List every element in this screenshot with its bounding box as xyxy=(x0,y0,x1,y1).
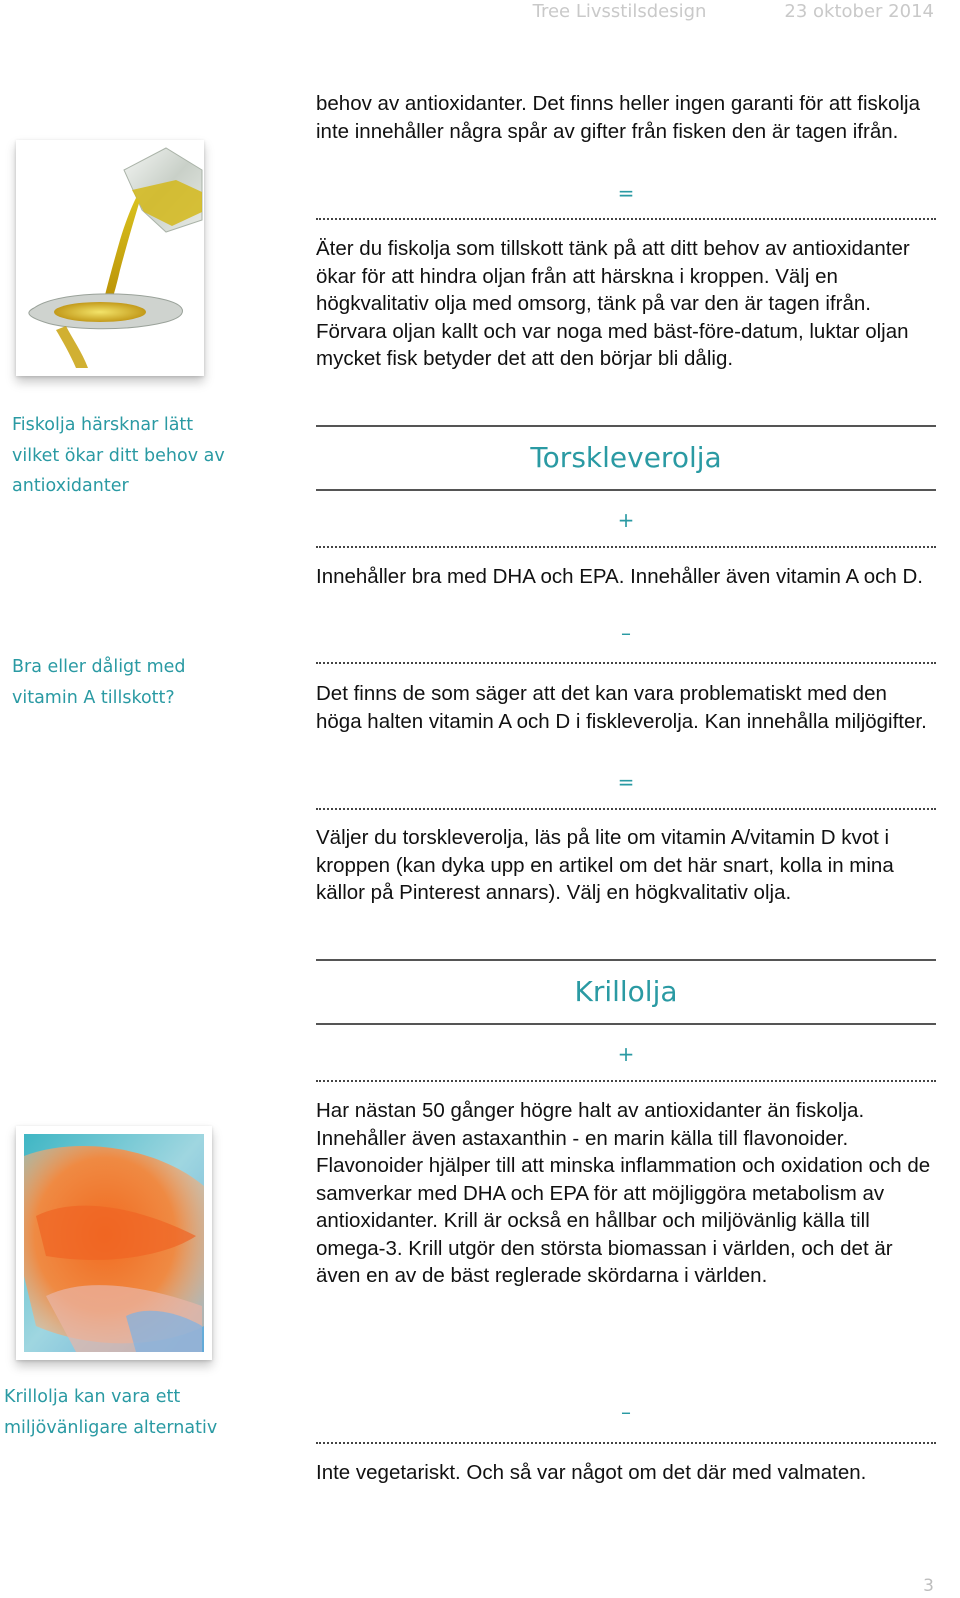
minus-symbol: – xyxy=(621,1400,631,1424)
torsk-plus-text: Innehåller bra med DHA och EPA. Innehåller även vitamin A och D. xyxy=(316,565,923,588)
book-title: Tree Livsstilsdesign xyxy=(532,1,707,22)
divider-dotted xyxy=(316,1080,936,1082)
section-rule-top xyxy=(316,425,936,427)
section-title-krillolja: Krillolja xyxy=(574,975,678,1008)
fiskolja-equal-text: Äter du fiskolja som tillskott tänk på att ditt behov av antioxidanter ökar för att hindra oljan från att härskna i kroppen. Välj en högkvalitativ olja med omsorg, tänk på var den är tagen ifrån. Förvara oljan kallt och var noga med bäst-före-datum, luktar oljan mycket fisk betyder det att den börjar bli dålig. xyxy=(316,237,910,370)
oil-photo xyxy=(16,140,204,376)
caption-krill: Krillolja kan vara ett miljövänligare alternativ xyxy=(4,1387,218,1438)
caption-vitamin: Bra eller dåligt med vitamin A tillskott? xyxy=(12,657,186,708)
torsk-minus-text: Det finns de som säger att det kan vara problematiskt med den höga halten vitamin A och D i fiskleverolja. Kan innehålla miljögifter. xyxy=(316,682,927,733)
fiskolja-text-cont: behov av antioxidanter. Det finns heller ingen garanti för att fiskolja inte innehåller några spår av gifter från fisken den är tagen ifrån. xyxy=(316,92,920,143)
torsk-equal-text: Väljer du torskleverolja, läs på lite om vitamin A/vitamin D kvot i kroppen (kan dyka upp en artikel om det här snart, kolla in mina källor på Pinterest annars). Välj en högkvalitativ olja. xyxy=(316,826,894,904)
divider-dotted xyxy=(316,662,936,664)
section-title-torskleverolja: Torskleverolja xyxy=(530,441,722,474)
section-rule-bottom xyxy=(316,1023,936,1025)
caption-oil: Fiskolja härsknar lätt vilket ökar ditt behov av antioxidanter xyxy=(12,415,225,496)
page-number: 3 xyxy=(923,1576,934,1596)
minus-symbol: – xyxy=(621,621,631,645)
section-rule-bottom xyxy=(316,489,936,491)
divider-dotted xyxy=(316,218,936,220)
plus-symbol: + xyxy=(617,1042,635,1066)
section-rule-top xyxy=(316,959,936,961)
equal-symbol: = xyxy=(617,770,635,794)
divider-dotted xyxy=(316,808,936,810)
oil-illustration xyxy=(16,140,204,376)
krill-illustration xyxy=(16,1126,212,1360)
page-header xyxy=(533,0,934,26)
krill-photo xyxy=(16,1126,212,1360)
krill-plus-text: Har nästan 50 gånger högre halt av antioxidanter än fiskolja. Innehåller även astaxanthin - en marin källa till flavonoider. Flavonoider hjälper till att minska inflammation och oxidation och de samverkar med DHA och EPA för att möjliggöra metabolism av antioxidanter. Krill är också en hållbar och miljövänlig källa till omega-3. Krill utgör den största biomassan i världen, och det är även en av de bäst reglerade skördarna i världen. xyxy=(316,1099,931,1287)
header-date: 23 oktober 2014 xyxy=(784,1,934,22)
plus-symbol: + xyxy=(617,508,635,532)
krill-minus-text: Inte vegetariskt. Och så var något om det där med valmaten. xyxy=(316,1461,867,1484)
divider-dotted xyxy=(316,546,936,548)
divider-dotted xyxy=(316,1442,936,1444)
equal-symbol: = xyxy=(617,181,635,205)
